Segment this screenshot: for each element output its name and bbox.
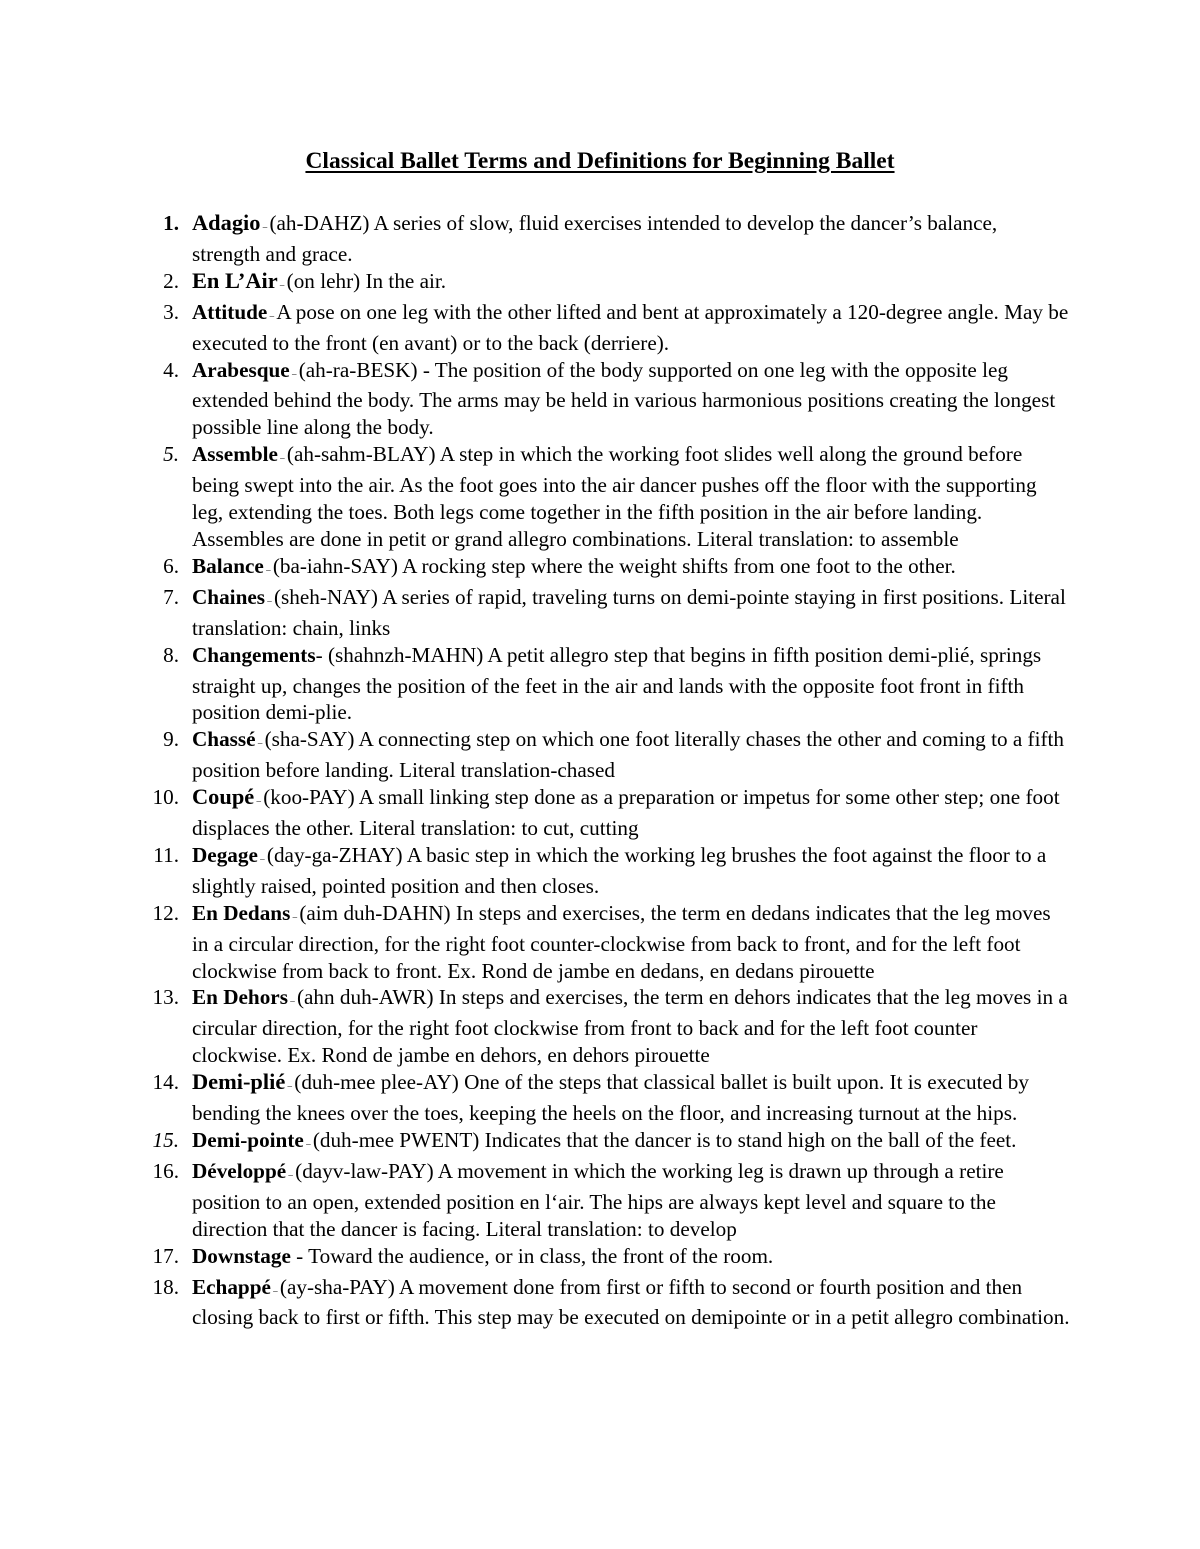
term-definition: (duh-mee PWENT) Indicates that the dancer is to stand high on the ball of the feet. — [312, 1128, 1017, 1152]
term-definition: - (shahnzh-MAHN) A petit allegro step that begins in fifth position demi-plié, springs straight up, changes the position of the feet in the air and lands with the opposite foot front in fifth position demi-plie. — [192, 642, 1042, 725]
term-definition: (ahn duh-AWR) In steps and exercises, the term en dehors indicates that the leg moves in a circular direction, for the right foot clockwise from front to back and for the left foot counter clockwise. Ex. Rond de jambe en dehors, en dehors pirouette — [192, 985, 1068, 1068]
term-number: 16. — [152, 1158, 179, 1183]
list-item — [140, 726, 1070, 784]
term-number: 2. — [163, 268, 179, 293]
term-separator: – — [287, 996, 297, 1007]
term-separator: – — [265, 595, 274, 606]
term-separator: – — [286, 1169, 296, 1180]
term-number: 11. — [153, 842, 179, 867]
term-name: Chassé — [192, 727, 256, 752]
term-definition: (aim duh-DAHN) In steps and exercises, the term en dedans indicates that the leg moves in a circular direction, for the right foot counter-clockwise from back to front, and for the left foot clockwise from back to front. Ex. Rond de jambe en dedans, en dedans pirouette — [192, 900, 1051, 983]
list-item — [140, 1243, 1070, 1274]
term-separator: – — [277, 279, 287, 290]
term-separator: – — [254, 796, 264, 807]
term-name: Echappé — [192, 1274, 271, 1299]
term-separator: – — [290, 911, 300, 922]
term-entry — [179, 1127, 1070, 1158]
term-entry — [179, 441, 1070, 553]
term-entry — [179, 842, 1070, 900]
term-number: 17. — [152, 1243, 179, 1268]
term-separator: – — [260, 222, 270, 232]
term-entry — [179, 584, 1070, 642]
term-name: Balance — [192, 553, 264, 578]
term-definition: (ah-DAHZ) A series of slow, fluid exercises intended to develop the dancer’s balance, strength and grace. — [192, 211, 998, 266]
term-entry — [179, 210, 1070, 268]
term-definition: (sheh-NAY) A series of rapid, traveling turns on demi-pointe staying in first positions. Literal translation: chain, links — [192, 584, 1066, 640]
list-item — [140, 984, 1070, 1069]
term-separator: – — [267, 310, 277, 321]
term-entry — [179, 268, 1070, 299]
term-number: 4. — [163, 357, 179, 382]
term-number: 3. — [163, 299, 179, 324]
term-separator: – — [303, 1139, 313, 1149]
term-number: 12. — [152, 900, 179, 925]
list-item — [140, 299, 1070, 357]
list-item — [140, 784, 1070, 842]
term-name: Downstage — [192, 1243, 291, 1268]
term-entry — [179, 1274, 1070, 1332]
term-number: 6. — [163, 553, 179, 578]
term-separator: – — [277, 453, 287, 464]
term-definition: (ah-sahm-BLAY) A step in which the working foot slides well along the ground before being swept into the air. As the foot goes into the air dancer pushes off the floor with the supporting leg, extending the toes. Both legs come together in the fifth position in the air before landing. Assembles are done in petit or grand allegro combinations. Literal translation: to assemble — [192, 442, 1037, 551]
term-number: 10. — [152, 785, 179, 810]
term-definition: (ah-ra-BESK) - The position of the body supported on one leg with the opposite leg extended behind the body. The arms may be held in various harmonious positions creating the longest possible line along the body. — [192, 357, 1056, 440]
term-number: 5. — [163, 442, 179, 467]
term-number: 18. — [152, 1274, 179, 1299]
list-item — [140, 842, 1070, 900]
term-entry — [179, 1243, 1070, 1274]
term-definition: (sha-SAY) A connecting step on which one foot literally chases the other and coming to a fifth position before landing. Literal translation-chased — [192, 727, 1065, 783]
list-item — [140, 210, 1070, 268]
term-separator: – — [285, 1081, 295, 1092]
list-item — [140, 357, 1070, 442]
term-definition: A pose on one leg with the other lifted and bent at approximately a 120-degree angle. May be executed to the front (en avant) or to the back (derriere). — [192, 299, 1069, 355]
terms-list — [140, 210, 1070, 1331]
term-number: 13. — [152, 985, 179, 1010]
list-item — [140, 268, 1070, 299]
term-number: 14. — [152, 1070, 179, 1095]
term-name: Changements — [192, 642, 316, 667]
term-name: En Dehors — [192, 985, 288, 1010]
list-item — [140, 553, 1070, 584]
term-number: 8. — [163, 642, 179, 667]
term-entry — [179, 726, 1070, 784]
term-name: Degage — [192, 842, 258, 867]
term-definition: (dayv-law-PAY) A movement in which the working leg is drawn up through a retire position to an open, extended position en l‘air. The hips are always kept level and square to the direction that the dancer is facing. Literal translation: to develop — [192, 1158, 1004, 1241]
term-name: Chaines — [192, 584, 265, 609]
term-entry — [179, 900, 1070, 985]
term-separator: – — [263, 564, 273, 575]
list-item — [140, 441, 1070, 553]
term-name: Attitude — [192, 299, 268, 324]
term-entry — [179, 299, 1070, 357]
term-separator: – — [255, 738, 265, 749]
term-name: Arabesque — [192, 357, 290, 382]
term-name: En L’Air — [192, 267, 278, 293]
term-entry — [179, 984, 1070, 1069]
term-name: Coupé — [192, 784, 255, 810]
term-entry — [179, 1158, 1070, 1243]
term-entry — [179, 642, 1070, 727]
term-definition: - Toward the audience, or in class, the front of the room. — [290, 1243, 774, 1268]
term-name: Adagio — [192, 210, 261, 235]
term-entry — [179, 357, 1070, 442]
term-separator: – — [257, 853, 267, 864]
term-separator: – — [270, 1285, 280, 1296]
list-item — [140, 900, 1070, 985]
term-number: 9. — [163, 727, 179, 752]
list-item — [140, 1158, 1070, 1243]
term-separator: – — [289, 368, 299, 379]
term-definition: (koo-PAY) A small linking step done as a preparation or impetus for some other step; one foot displaces the other. Literal translation: to cut, cutting — [192, 785, 1060, 841]
term-entry — [179, 1069, 1070, 1127]
list-item — [140, 1274, 1070, 1332]
term-number: 15. — [152, 1128, 179, 1152]
term-definition: (duh-mee plee-AY) One of the steps that classical ballet is built upon. It is executed by bending the knees over the toes, keeping the heels on the floor, and increasing turnout at the hips. — [192, 1070, 1029, 1126]
term-name: Demi-plié — [192, 1069, 286, 1095]
term-definition: (ba-iahn-SAY) A rocking step where the weight shifts from one foot to the other. — [272, 553, 956, 578]
term-name: Développé — [192, 1158, 287, 1183]
term-number: 7. — [163, 584, 179, 609]
term-definition: (day-ga-ZHAY) A basic step in which the working leg brushes the foot against the floor to a slightly raised, pointed position and then closes. — [192, 842, 1047, 898]
term-definition: (ay-sha-PAY) A movement done from first or fifth to second or fourth position and then closing back to first or fifth. This step may be executed on demipointe or in a petit allegro combination. — [192, 1274, 1070, 1330]
list-item — [140, 1127, 1070, 1158]
list-item — [140, 584, 1070, 642]
term-number: 1. — [163, 211, 179, 235]
term-entry — [179, 553, 1070, 584]
term-name: En Dedans — [192, 900, 291, 925]
document-title: Classical Ballet Terms and Definitions for Beginning Ballet — [305, 148, 895, 174]
term-name: Demi-pointe — [192, 1128, 304, 1152]
list-item — [140, 1069, 1070, 1127]
term-definition: (on lehr) In the air. — [286, 268, 447, 293]
term-name: Assemble — [192, 442, 278, 467]
term-entry — [179, 784, 1070, 842]
list-item — [140, 642, 1070, 727]
